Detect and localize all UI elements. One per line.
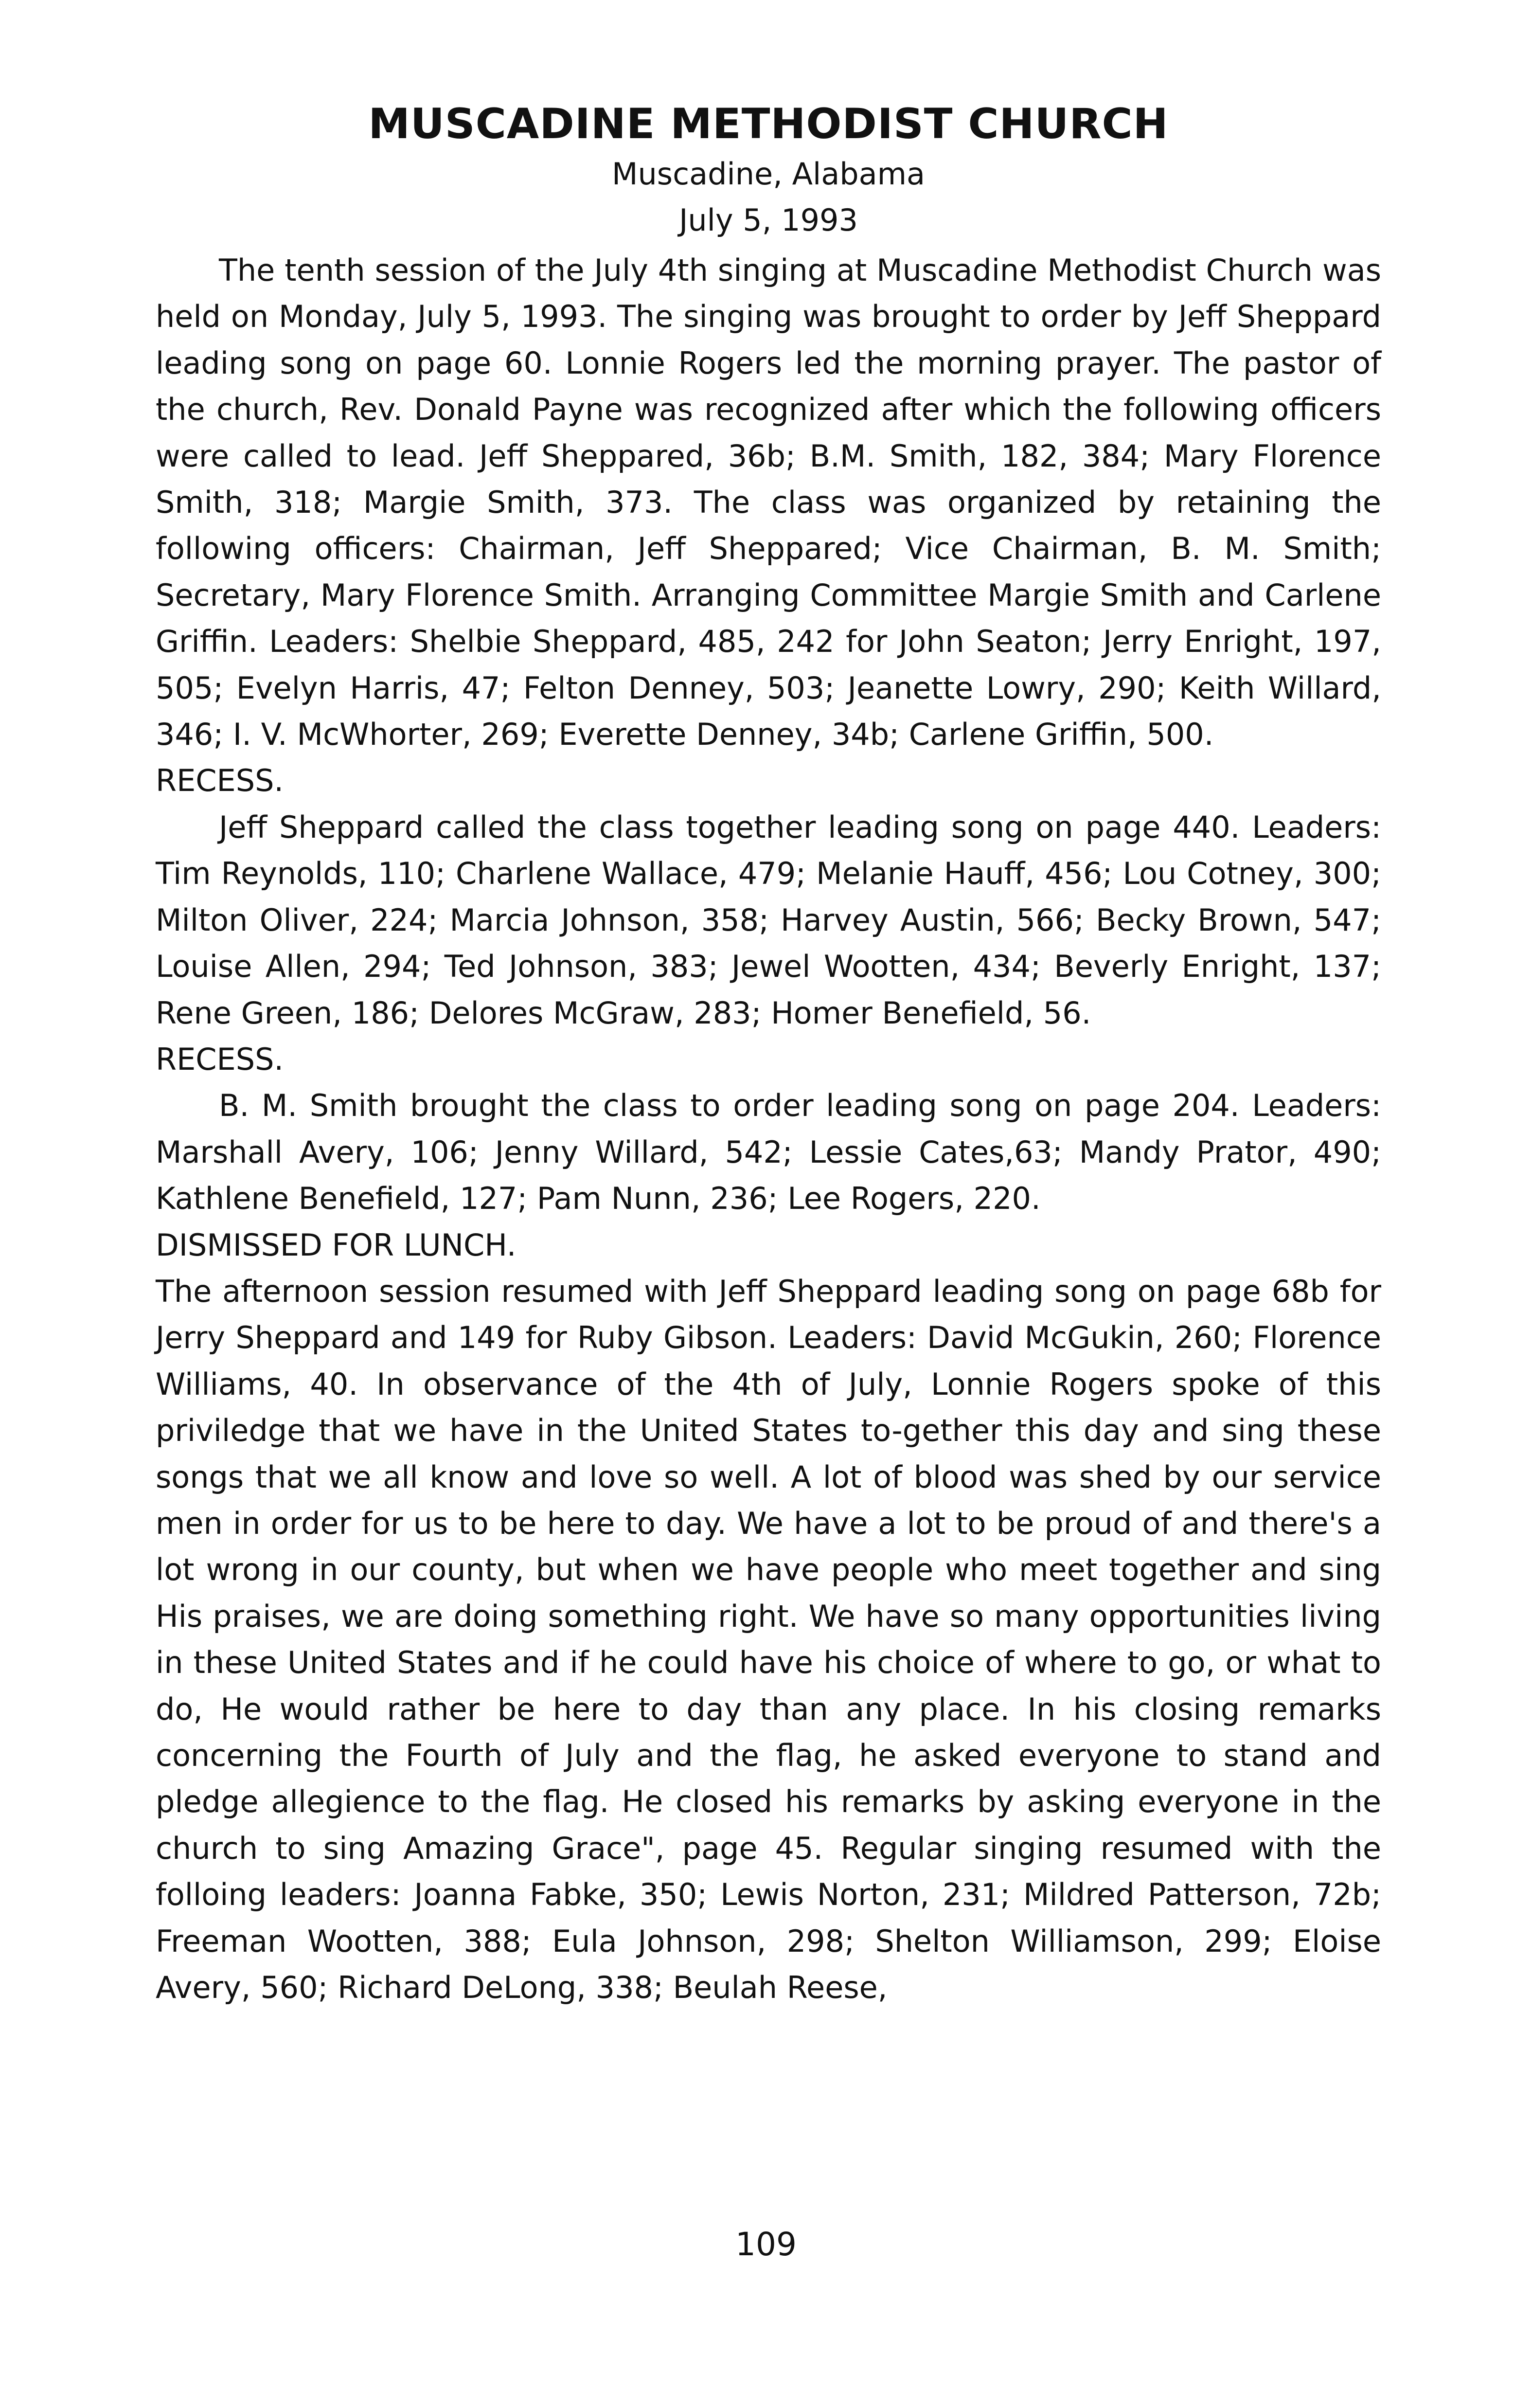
lunch-marker: DISMISSED FOR LUNCH. [156,1227,517,1263]
church-title: MUSCADINE METHODIST CHURCH [368,100,1169,148]
minutes-body [156,247,1381,2011]
date-line: July 5, 1993 [679,202,858,238]
paragraph-morning-session: The tenth session of the July 4th singing at Muscadine Methodist Church was held on Monday, July 5, 1993. The singing was brought to order by Jeff Sheppard leading song on page 60. Lonnie Rogers led the morning prayer. The pastor of the church, Rev. Donald Payne was recognized after which the following officers were called to lead. Jeff Sheppared, 36b; B.M. Smith, 182, 384; Mary Florence Smith, 318; Margie Smith, 373. The class was organized by retaining the following officers: Chairman, Jeff Sheppared; Vice Chairman, B. M. Smith; Secretary, Mary Florence Smith. Arranging Committee Margie Smith and Carlene Griffin. Leaders: Shelbie Sheppard, 485, 242 for John Seaton; Jerry Enright, 197, 505; Evelyn Harris, 47; Felton Denney, 503; Jeanette Lowry, 290; Keith Willard, 346; I. V. McWhorter, 269; Everette Denney, 34b; Carlene Griffin, 500. [156,252,1381,753]
location-line: Muscadine, Alabama [612,156,925,192]
paragraph-second-session: Jeff Sheppard called the class together leading song on page 440. Leaders: Tim Reynolds, 110; Charlene Wallace, 479; Melanie Hauff, 456; Lou Cotney, 300; Milton Oliver, 224; Marcia Johnson, 358; Harvey Austin, 566; Becky Brown, 547; Louise Allen, 294; Ted Johnson, 383; Jewel Wootten, 434; Beverly Enright, 137; Rene Green, 186; Delores McGraw, 283; Homer Benefield, 56. [156,809,1381,1031]
recess-marker-2: RECESS. [156,1041,284,1077]
page-number: 109 [735,2226,797,2263]
document-page [156,97,1381,2011]
recess-marker-1: RECESS. [156,763,284,799]
paragraph-third-session: B. M. Smith brought the class to order leading song on page 204. Leaders: Marshall Avery, 106; Jenny Willard, 542; Lessie Cates,63; Mandy Prator, 490; Kathlene Benefield, 127; Pam Nunn, 236; Lee Rogers, 220. [156,1088,1381,1217]
paragraph-afternoon-session: The afternoon session resumed with Jeff Sheppard leading song on page 68b for Jerry Sheppard and 149 for Ruby Gibson. Leaders: David McGukin, 260; Florence Williams, 40. In observance of the 4th of July, Lonnie Rogers spoke of this priviledge that we have in the United States to-gether this day and sing these songs that we all know and love so well. A lot of blood was shed by our service men in order for us to be here to day. We have a lot to be proud of and there's a lot wrong in our county, but when we have people who meet together and sing His praises, we are doing something right. We have so many opportunities living in these United States and if he could have his choice of where to go, or what to do, He would rather be here to day than any place. In his closing remarks concerning the Fourth of July and the flag, he asked everyone to stand and pledge allegience to the flag. He closed his remarks by asking everyone in the church to sing Amazing Grace", page 45. Regular singing resumed with the folloing leaders: Joanna Fabke, 350; Lewis Norton, 231; Mildred Patterson, 72b; Freeman Wootten, 388; Eula Johnson, 298; Shelton Williamson, 299; Eloise Avery, 560; Richard DeLong, 338; Beulah Reese, [156,1273,1381,2006]
